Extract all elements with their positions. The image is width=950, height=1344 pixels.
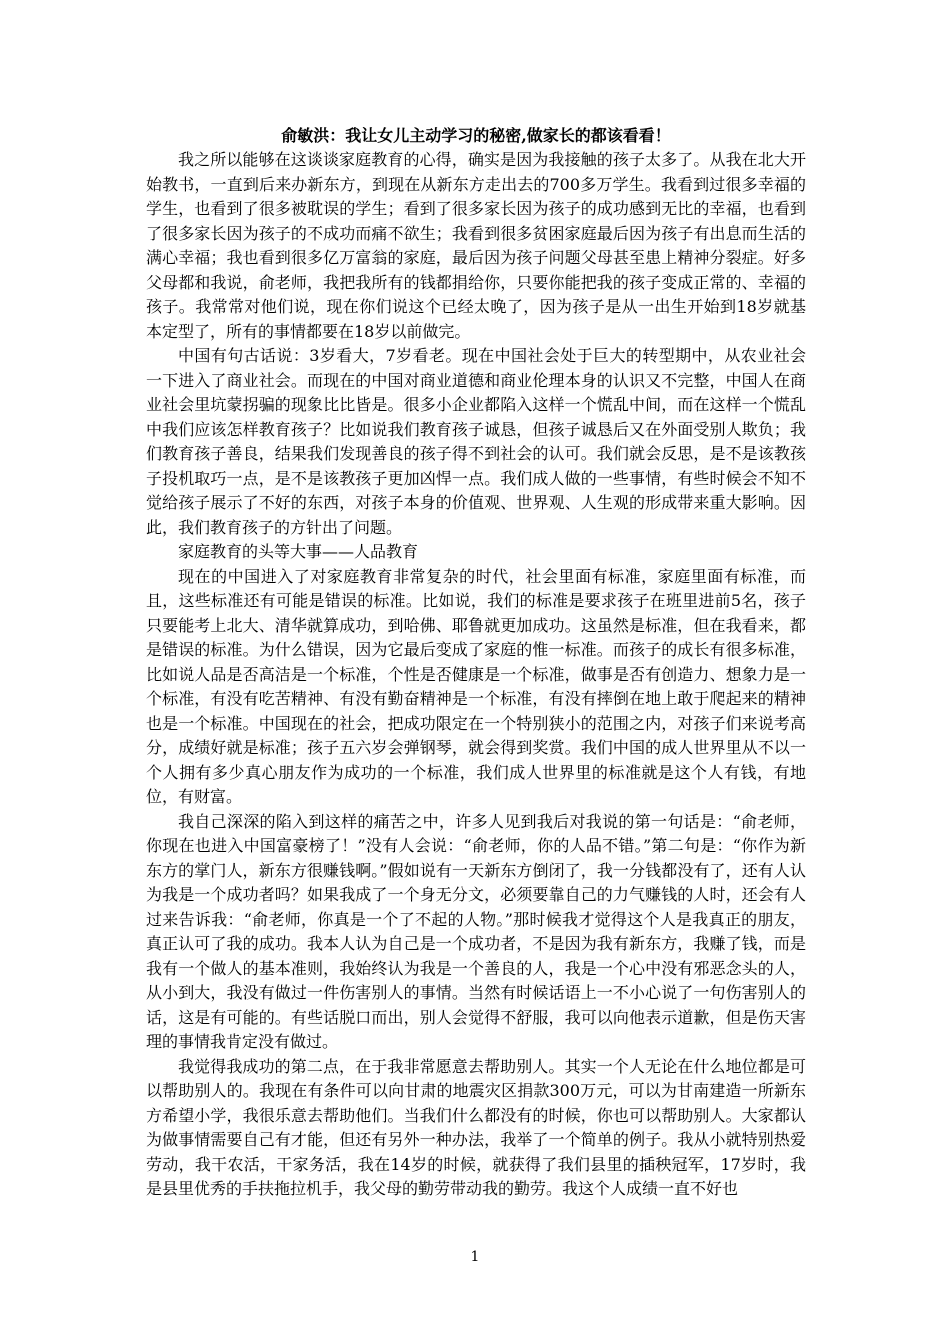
paragraph-2: 中国有句古话说：3岁看大，7岁看老。现在中国社会处于巨大的转型期中，从农业社会一下进入了商业社会。而现在的中国对商业道德和商业伦理本身的认识又不完整，中国人在商业社会里坑蒙拐骗的现象比比皆是。很多小企业都陷入这样一个慌乱中间，而在这样一个慌乱中我们应该怎样教育孩子？比如说我们教育孩子诚恳，但孩子诚恳后又在外面受别人欺负；我们教育孩子善良，结果我们发现善良的孩子得不到社会的认可。我们就会反思，是不是该教孩子投机取巧一点，是不是该教孩子更加凶悍一点。我们成人做的一些事情，有些时候会不知不觉给孩子展示了不好的东西，对孩子本身的价值观、世界观、人生观的形成带来重大影响。因此，我们教育孩子的方针出了问题。 xyxy=(146,346,806,537)
document-body xyxy=(146,124,806,1202)
paragraph-4: 我自己深深的陷入到这样的痛苦之中，许多人见到我后对我说的第一句话是：“俞老师，你现在也进入中国富豪榜了！”没有人会说：“俞老师，你的人品不错。”第二句是：“你作为新东方的掌门人，新东方很赚钱啊。”假如说有一天新东方倒闭了，我一分钱都没有了，还有人认为我是一个成功者吗？如果我成了一个身无分文，必须要靠自己的力气赚钱的人时，还会有人过来告诉我：“俞老师，你真是一个了不起的人物。”那时候我才觉得这个人是我真正的朋友，真正认可了我的成功。我本人认为自己是一个成功者，不是因为我有新东方，我赚了钱，而是我有一个做人的基本准则，我始终认为我是一个善良的人，我是一个心中没有邪恶念头的人，从小到大，我没有做过一件伤害别人的事情。当然有时候话语上一不小心说了一句伤害别人的话，这是有可能的。有些话脱口而出，别人会觉得不舒服，我可以向他表示道歉，但是伤天害理的事情我肯定没有做过。 xyxy=(146,811,806,1051)
page-number: 1 xyxy=(470,1249,480,1265)
paragraph-1: 我之所以能够在这谈谈家庭教育的心得，确实是因为我接触的孩子太多了。从我在北大开始教书，一直到后来办新东方，到现在从新东方走出去的700多万学生。我看到过很多幸福的学生，也看到了很多被耽误的学生；看到了很多家长因为孩子的成功感到无比的幸福，也看到了很多家长因为孩子的不成功而痛不欲生；我看到很多贫困家庭最后因为孩子有出息而生活的满心幸福；我也看到很多亿万富翁的家庭，最后因为孩子问题父母甚至患上精神分裂症。好多父母都和我说，俞老师，我把我所有的钱都捐给你，只要你能把我的孩子变成正常的、幸福的孩子。我常常对他们说，现在你们说这个已经太晚了，因为孩子是从一出生开始到18岁就基本定型了，所有的事情都要在18岁以前做完。 xyxy=(146,150,806,341)
section-heading: 家庭教育的头等大事——人品教育 xyxy=(178,542,419,561)
paragraph-5: 我觉得我成功的第二点，在于我非常愿意去帮助别人。其实一个人无论在什么地位都是可以帮助别人的。我现在有条件可以向甘肃的地震灾区捐款300万元，可以为甘南建造一所新东方希望小学，我很乐意去帮助他们。当我们什么都没有的时候，你也可以帮助别人。大家都认为做事情需要自己有才能，但还有另外一种办法，我举了一个简单的例子。我从小就特别热爱劳动，我干农活，干家务活，我在14岁的时候，就获得了我们县里的插秧冠军，17岁时，我是县里优秀的手扶拖拉机手，我父母的勤劳带动我的勤劳。我这个人成绩一直不好也 xyxy=(146,1056,806,1198)
paragraph-3: 现在的中国进入了对家庭教育非常复杂的时代，社会里面有标准，家庭里面有标准，而且，这些标准还有可能是错误的标准。比如说，我们的标准是要求孩子在班里进前5名，孩子只要能考上北大、清华就算成功，到哈佛、耶鲁就更加成功。这虽然是标准，但在我看来，都是错误的标准。为什么错误，因为它最后变成了家庭的惟一标准。而孩子的成长有很多标准，比如说人品是否高洁是一个标准，个性是否健康是一个标准，做事是否有创造力、想象力是一个标准，有没有吃苦精神、有没有勤奋精神是一个标准，有没有摔倒在地上敢于爬起来的精神也是一个标准。中国现在的社会，把成功限定在一个特别狭小的范围之内，对孩子们来说考高分，成绩好就是标准；孩子五六岁会弹钢琴，就会得到奖赏。我们中国的成人世界里从不以一个人拥有多少真心朋友作为成功的一个标准，我们成人世界里的标准就是这个人有钱，有地位，有财富。 xyxy=(146,566,806,806)
document-title: 俞敏洪：我让女儿主动学习的秘密,做家长的都该看看！ xyxy=(281,126,671,145)
